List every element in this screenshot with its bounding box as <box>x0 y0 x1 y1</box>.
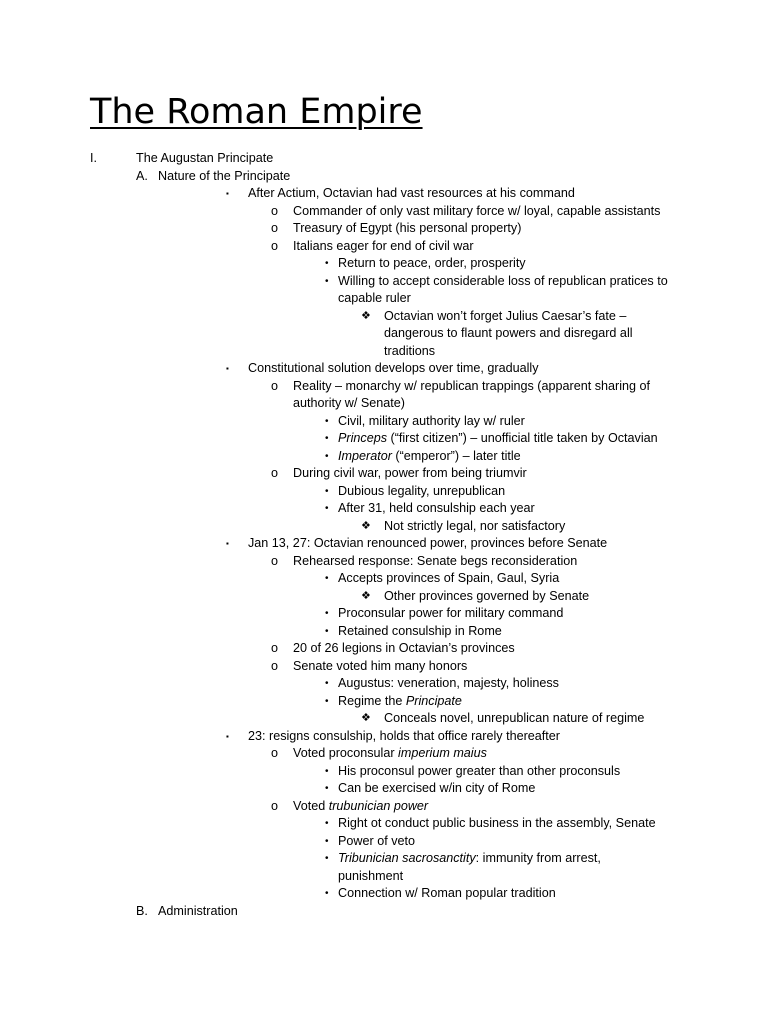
outline-item <box>0 780 768 798</box>
outline-continuation <box>0 290 768 308</box>
italic-term: Tribunician sacrosanctity <box>338 851 476 865</box>
dot-bullet-icon: • <box>325 503 329 514</box>
dot-bullet-icon: • <box>325 818 329 829</box>
outline-continuation <box>0 343 768 361</box>
outline-text: Constitutional solution develops over time, gradually <box>248 361 539 375</box>
outline-text: Willing to accept considerable loss of republican pratices to <box>338 273 668 288</box>
outline-item <box>0 850 768 868</box>
outline-item <box>0 238 768 256</box>
circle-bullet-icon: o <box>271 378 279 393</box>
square-bullet-icon: ▪ <box>226 189 229 198</box>
outline-text <box>338 693 462 711</box>
circle-bullet-icon: o <box>271 746 279 760</box>
dot-bullet-icon: • <box>325 258 329 269</box>
dot-bullet-icon: • <box>325 695 329 707</box>
italic-term: imperium maius <box>398 746 487 760</box>
outline-text <box>338 850 601 868</box>
outline-item <box>0 220 768 238</box>
circle-bullet-icon: o <box>271 658 279 673</box>
outline-item <box>0 448 768 466</box>
outline-text: Treasury of Egypt (his personal property) <box>293 221 522 235</box>
term-definition: (“emperor”) – later title <box>391 448 521 463</box>
outline-text: traditions <box>384 343 436 358</box>
outline-item <box>0 483 768 501</box>
outline-text: Power of veto <box>338 833 416 848</box>
outline-text: Octavian won’t forget Julius Caesar’s fate – <box>384 308 627 323</box>
dot-bullet-icon: • <box>325 625 329 637</box>
outline-item <box>0 763 768 781</box>
italic-term: Imperator <box>338 448 392 463</box>
outline-text: His proconsul power greater than other proconsuls <box>338 763 621 778</box>
outline-text: authority w/ Senate) <box>293 396 406 410</box>
outline-item <box>0 605 768 623</box>
dot-bullet-icon: • <box>325 485 329 497</box>
outline-text: Civil, military authority lay w/ ruler <box>338 413 525 428</box>
term-definition: (“first citizen”) – unofficial title taken by Octavian <box>387 431 658 445</box>
circle-bullet-icon: o <box>271 203 279 218</box>
outline-item <box>0 833 768 851</box>
outline-text: After Actium, Octavian had vast resources at his command <box>248 186 575 200</box>
outline-item <box>0 675 768 693</box>
document-title: The Roman Empire <box>90 92 423 132</box>
outline-item <box>0 168 768 186</box>
outline-item <box>0 658 768 676</box>
term-definition: : immunity from arrest, <box>475 851 601 865</box>
outline-item <box>0 570 768 588</box>
outline-continuation <box>0 868 768 886</box>
outline-text: Return to peace, order, prosperity <box>338 256 526 270</box>
outline-text: Connection w/ Roman popular tradition <box>338 886 556 900</box>
circle-bullet-icon: o <box>271 238 279 253</box>
outline-text: capable ruler <box>338 291 411 305</box>
outline-item <box>0 710 768 728</box>
outline-item <box>0 360 768 378</box>
outline-item <box>0 728 768 746</box>
dot-bullet-icon: • <box>325 608 329 619</box>
outline-text: Commander of only vast military force w/ loyal, capable assistants <box>293 203 661 218</box>
dot-bullet-icon: • <box>325 450 329 462</box>
dot-bullet-icon: • <box>325 573 329 584</box>
outline-item <box>0 640 768 658</box>
outline-item <box>0 308 768 326</box>
diamond-bullet-icon: ❖ <box>361 309 371 322</box>
dot-bullet-icon: • <box>325 275 329 287</box>
outline-item <box>0 903 768 921</box>
square-bullet-icon: ▪ <box>226 364 229 373</box>
square-bullet-icon: ▪ <box>226 539 229 548</box>
dot-bullet-icon: • <box>325 678 329 689</box>
outline-text: Proconsular power for military command <box>338 606 564 620</box>
outline-text: Retained consulship in Rome <box>338 623 502 638</box>
outline-text: Accepts provinces of Spain, Gaul, Syria <box>338 571 560 585</box>
italic-term: trubunician power <box>328 798 429 813</box>
outline-text: Other provinces governed by Senate <box>384 588 590 603</box>
outline-text: Administration <box>158 903 238 918</box>
circle-bullet-icon: o <box>271 553 279 568</box>
outline-item <box>0 465 768 483</box>
outline-continuation <box>0 325 768 343</box>
outline-item <box>0 203 768 221</box>
outline-item <box>0 588 768 606</box>
outline-text: Nature of the Principate <box>158 168 291 183</box>
outline-item <box>0 553 768 571</box>
dot-bullet-icon: • <box>325 765 329 777</box>
outline <box>0 150 768 920</box>
outline-text: Reality – monarchy w/ republican trappings (apparent sharing of <box>293 378 651 393</box>
outline-text: Senate voted him many honors <box>293 658 468 673</box>
dot-bullet-icon: • <box>325 835 329 847</box>
outline-continuation <box>0 395 768 413</box>
outline-text: Conceals novel, unrepublican nature of regime <box>384 711 645 725</box>
outline-text: During civil war, power from being triumvir <box>293 466 527 480</box>
outline-item <box>0 430 768 448</box>
outline-text: Right ot conduct public business in the assembly, Senate <box>338 816 656 830</box>
outline-text: 23: resigns consulship, holds that office rarely thereafter <box>248 728 560 743</box>
outline-item <box>0 500 768 518</box>
outline-item <box>0 255 768 273</box>
circle-bullet-icon: o <box>271 221 279 235</box>
outline-item <box>0 535 768 553</box>
letter-marker: A. <box>136 168 148 183</box>
outline-text: After 31, held consulship each year <box>338 501 535 515</box>
outline-text: punishment <box>338 868 404 883</box>
outline-text <box>293 798 428 816</box>
dot-bullet-icon: • <box>325 415 329 427</box>
circle-bullet-icon: o <box>271 466 279 480</box>
outline-item <box>0 185 768 203</box>
outline-text: dangerous to flaunt powers and disregard all <box>384 326 633 340</box>
outline-text <box>338 430 658 448</box>
dot-bullet-icon: • <box>325 888 329 899</box>
plain-text: Voted <box>293 798 329 813</box>
outline-item <box>0 693 768 711</box>
plain-text: Voted proconsular <box>293 746 399 760</box>
diamond-bullet-icon: ❖ <box>361 519 371 532</box>
circle-bullet-icon: o <box>271 641 279 655</box>
outline-item <box>0 623 768 641</box>
outline-item <box>0 885 768 903</box>
outline-text: Rehearsed response: Senate begs reconsideration <box>293 553 578 568</box>
outline-item <box>0 745 768 763</box>
outline-text <box>338 448 521 466</box>
plain-text: Regime the <box>338 693 406 708</box>
outline-item <box>0 798 768 816</box>
dot-bullet-icon: • <box>325 783 329 794</box>
square-bullet-icon: ▪ <box>226 731 229 741</box>
italic-term: Principate <box>405 693 462 708</box>
outline-text: Italians eager for end of civil war <box>293 238 474 253</box>
outline-item <box>0 518 768 536</box>
outline-item <box>0 378 768 396</box>
outline-text: Augustus: veneration, majesty, holiness <box>338 676 559 690</box>
outline-text: Not strictly legal, nor satisfactory <box>384 518 566 533</box>
diamond-bullet-icon: ❖ <box>361 712 371 724</box>
roman-numeral-marker: I. <box>90 151 97 165</box>
outline-item <box>0 413 768 431</box>
letter-marker: B. <box>136 903 148 918</box>
dot-bullet-icon: • <box>325 433 329 444</box>
outline-item <box>0 273 768 291</box>
italic-term: Princeps <box>338 431 387 445</box>
dot-bullet-icon: • <box>325 853 329 864</box>
outline-item <box>0 150 768 168</box>
outline-text: Can be exercised w/in city of Rome <box>338 781 536 795</box>
outline-text <box>293 745 487 763</box>
outline-text: The Augustan Principate <box>136 151 274 165</box>
outline-text: Dubious legality, unrepublican <box>338 483 506 498</box>
circle-bullet-icon: o <box>271 798 279 813</box>
diamond-bullet-icon: ❖ <box>361 589 371 602</box>
outline-item <box>0 815 768 833</box>
outline-text: Jan 13, 27: Octavian renounced power, provinces before Senate <box>248 536 608 550</box>
outline-text: 20 of 26 legions in Octavian’s provinces <box>293 641 515 655</box>
